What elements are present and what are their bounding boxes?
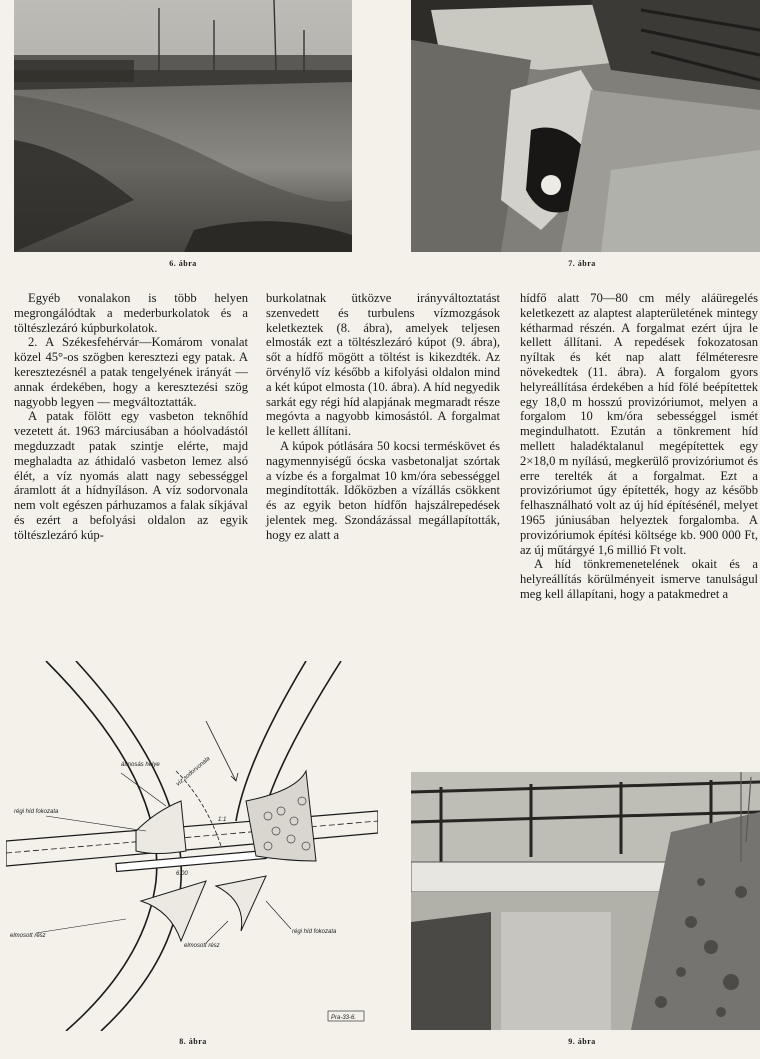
diagram-label: víz sodorvonala (175, 755, 212, 788)
paragraph: A híd tönkremenetelének okait és a helyreállítás körülményeit ismerve tanulságul meg kell állapítani, hogy a patakmedret a (520, 557, 758, 601)
figure-9-caption: 9. ábra (568, 1037, 596, 1046)
text-column-1 (14, 291, 248, 543)
diagram-label: elmosott rész (184, 943, 220, 949)
figure-6-photo (14, 0, 352, 252)
paragraph: hídfő alatt 70—80 cm mély aláüregelés keletkezett az alaptest alapterületének mintegy kétharmad részén. A forgalmat ezért újra le kellett állítani. A repedések fokozatosan nyíltak és két nap alatt félméteresre növekedtek (11. ábra). A forgalom gyors helyreállítása érdekében a híd fölé beépítettek egy 18,0 m hosszú provizóriumot, melyen a forgalom 10 km/óra sebességgel ismét megindulhatott. Ezután a tönkrement híd mellett haladéktalanul megépítettek egy 2×18,0 m nyílású, megkerülő provizóriumot és erre terelték át a forgalmat. Ezt a provizóriumot úgy építették, hogy az később felhasználható volt az új híd építésénél, melyet 1965 júniusában helyeztek forgalomba. A provizóriumok építési költsége kb. 900 000 Ft, az új műtárgyé 1,6 millió Ft volt. (520, 291, 758, 557)
paragraph: 2. A Székesfehérvár—Komárom vonalat közel 45°-os szögben keresztezi egy patak. A keresztezésnél a patak tengelyének irányát — annak érdekében, hogy a keresztezési szög nagyobb legyen — megváltoztatták. (14, 335, 248, 409)
diagram-label: elmosott rész (10, 933, 46, 939)
figure-6-caption: 6. ábra (169, 259, 197, 268)
figure-9-photo (411, 772, 760, 1030)
diagram-label: régi híd fokozata (292, 929, 337, 935)
text-column-2 (266, 291, 500, 543)
paragraph: A patak fölött egy vasbeton teknőhíd vezetett át. 1963 márciusában a hóolvadástól megduzzadt patak szintje elérte, majd meghaladta az áthidaló vasbeton lemez alsó élét, a víz nyomás alatt nagy sebességgel áramlott át a hídnyíláson. A víz sodorvonala nem volt egészen párhuzamos a falak síkjával és ezért a befolyási oldalon az egyik töltészlezáró kúp- (14, 409, 248, 542)
diagram-label: 1:1 (218, 817, 227, 823)
paragraph: Egyéb vonalakon is több helyen megrongálódtak a mederburkolatok és a töltészlezáró kúpburkolatok. (14, 291, 248, 335)
diagram-label: átmosás helye (121, 762, 160, 768)
paragraph: A kúpok pótlására 50 kocsi terméskövet és nagymennyiségű ócska vasbetonaljat szórtak a vízbe és a forgalmat 10 km/óra sebességgel megindították. Időközben a vízállás csökkent és az egyik beton hídfőn hajszálrepedések jelentek meg. Szondázással megállapították, hogy ez alatt a (266, 438, 500, 542)
figure-7-photo (411, 0, 760, 252)
figure-8-caption: 8. ábra (179, 1037, 207, 1046)
text-column-3 (520, 291, 758, 602)
diagram-label: 6.00 (176, 871, 188, 877)
diagram-stamp: Pra-33-6. (331, 1015, 357, 1021)
figure-7-caption: 7. ábra (568, 259, 596, 268)
figure-8-diagram (6, 661, 378, 1031)
diagram-label: régi híd fokozata (14, 809, 59, 815)
paragraph: burkolatnak ütközve irányváltoztatást szenvedett és turbulens vízmozgások keletkeztek (8. ábra), amelyek teljesen elmosták ezt a töltészlezáró kúpot (9. ábra), sőt a hídfő mögött a töltést is kikezdték. Az örvénylő víz később a kifolyási oldalon mind a két kúpot elmosta (10. ábra). A híd negyedik sarkát egy régi híd alapjának megmaradt része megóvta a nagyobb kimosástól. A forgalmat le kellett állítani. (266, 291, 500, 439)
